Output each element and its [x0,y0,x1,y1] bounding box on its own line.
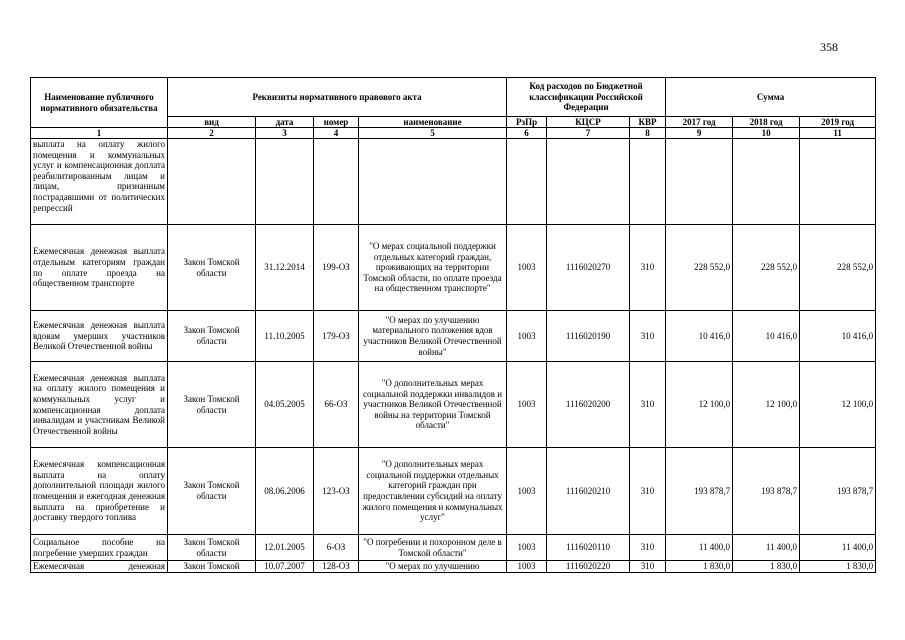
code-kvr: 310 [630,535,666,561]
sum-2018 [733,139,800,225]
sum-2019: 10 416,0 [800,311,876,362]
sum-2019: 11 400,0 [800,535,876,561]
obligation-name: Ежемесячная денежная [31,561,168,573]
header-kvr: КВР [630,117,666,128]
sum-2018: 193 878,7 [733,448,800,535]
header-2019: 2019 год [800,117,876,128]
obligation-name: Ежемесячная денежная выплата вдовам умерших участников Великой Отечественной войны [31,311,168,362]
code-kvr [630,139,666,225]
code-kvr: 310 [630,311,666,362]
sum-2018: 10 416,0 [733,311,800,362]
header-kcsr: КЦСР [547,117,630,128]
budget-obligations-table [30,77,876,573]
header-name: Наименование публичного нормативного обязательства [31,78,168,128]
code-rzpr: 1003 [507,362,547,448]
act-title: "О дополнительных мерах социальной поддержки инвалидов и участников Великой Отечественной войны на территории Томской области" [359,362,507,448]
sum-2018: 11 400,0 [733,535,800,561]
act-date: 08.06.2006 [256,448,314,535]
code-rzpr: 1003 [507,311,547,362]
code-kcsr: 1116020200 [547,362,630,448]
header-title: наименование [359,117,507,128]
sum-2019 [800,139,876,225]
sum-2017: 12 100,0 [666,362,733,448]
column-number: 6 [507,128,547,139]
act-title [359,139,507,225]
column-number: 9 [666,128,733,139]
sum-2019: 12 100,0 [800,362,876,448]
act-title: "О мерах социальной поддержки отдельных категорий граждан, проживающих на территории Томской области, по оплате проезда на общественном транспорте" [359,225,507,311]
column-number: 11 [800,128,876,139]
act-date: 11.10.2005 [256,311,314,362]
column-number: 10 [733,128,800,139]
act-type: Закон Томской области [168,535,256,561]
column-number: 3 [256,128,314,139]
act-number: 199-ОЗ [314,225,359,311]
header-codes: Код расходов по Бюджетной классификации Российской Федерации [507,78,666,117]
header-requisites: Реквизиты нормативного правового акта [168,78,507,117]
code-rzpr [507,139,547,225]
act-date: 12.01.2005 [256,535,314,561]
sum-2019: 228 552,0 [800,225,876,311]
code-kcsr: 1116020220 [547,561,630,573]
code-kcsr [547,139,630,225]
act-type: Закон Томской области [168,362,256,448]
act-date: 04.05.2005 [256,362,314,448]
code-kcsr: 1116020190 [547,311,630,362]
column-number: 1 [31,128,168,139]
sum-2017: 1 830,0 [666,561,733,573]
table-row [31,535,876,561]
obligation-name: выплата на оплату жилого помещения и коммунальных услуг и компенсационная доплата реабилитированным лицам и лицам, признанным пострадавшими от политических репрессий [31,139,168,225]
code-kcsr: 1116020270 [547,225,630,311]
sum-2017 [666,139,733,225]
act-title: "О дополнительных мерах социальной поддержки отдельных категорий граждан при предоставлении субсидий на оплату жилого помещения и коммунальных услуг" [359,448,507,535]
code-kvr: 310 [630,362,666,448]
act-number [314,139,359,225]
act-type: Закон Томской области [168,311,256,362]
column-number: 8 [630,128,666,139]
obligation-name: Социальное пособие на погребение умерших граждан [31,535,168,561]
code-rzpr: 1003 [507,561,547,573]
header-2018: 2018 год [733,117,800,128]
act-number: 123-ОЗ [314,448,359,535]
header-sum: Сумма [666,78,876,117]
act-number: 179-ОЗ [314,311,359,362]
code-rzpr: 1003 [507,535,547,561]
act-date: 10.07.2007 [256,561,314,573]
sum-2017: 11 400,0 [666,535,733,561]
table-row [31,311,876,362]
act-title: "О погребении и похоронном деле в Томской области" [359,535,507,561]
table-row [31,561,876,573]
act-type [168,139,256,225]
table-row [31,139,876,225]
code-kcsr: 1116020110 [547,535,630,561]
column-number: 5 [359,128,507,139]
act-date: 31.12.2014 [256,225,314,311]
obligation-name: Ежемесячная денежная выплата отдельным категориям граждан по оплате проезда на общественном транспорте [31,225,168,311]
sum-2017: 228 552,0 [666,225,733,311]
sum-2018: 12 100,0 [733,362,800,448]
sum-2017: 193 878,7 [666,448,733,535]
code-kcsr: 1116020210 [547,448,630,535]
obligation-name: Ежемесячная денежная выплата на оплату жилого помещения и коммунальных услуг и компенсационная доплата инвалидам и участникам Великой Отечественной войны [31,362,168,448]
act-title: "О мерах по улучшению [359,561,507,573]
header-2017: 2017 год [666,117,733,128]
header-vid: вид [168,117,256,128]
column-number: 7 [547,128,630,139]
code-kvr: 310 [630,448,666,535]
act-date [256,139,314,225]
sum-2017: 10 416,0 [666,311,733,362]
act-type: Закон Томской области [168,225,256,311]
header-date: дата [256,117,314,128]
table-row [31,362,876,448]
code-kvr: 310 [630,561,666,573]
sum-2019: 1 830,0 [800,561,876,573]
obligation-name: Ежемесячная компенсационная выплата на оплату дополнительной площади жилого помещения и ежегодная денежная выплата на приобретение и доставку твердого топлива [31,448,168,535]
page-number: 358 [820,40,838,54]
table-row [31,448,876,535]
code-kvr: 310 [630,225,666,311]
act-number: 66-ОЗ [314,362,359,448]
act-number: 128-ОЗ [314,561,359,573]
column-number: 4 [314,128,359,139]
sum-2019: 193 878,7 [800,448,876,535]
act-title: "О мерах по улучшению материального положения вдов участников Великой Отечественной войны" [359,311,507,362]
act-number: 6-ОЗ [314,535,359,561]
column-number: 2 [168,128,256,139]
header-rzpr: РзПр [507,117,547,128]
act-type: Закон Томской области [168,448,256,535]
code-rzpr: 1003 [507,225,547,311]
sum-2018: 1 830,0 [733,561,800,573]
header-number: номер [314,117,359,128]
sum-2018: 228 552,0 [733,225,800,311]
table-row [31,225,876,311]
code-rzpr: 1003 [507,448,547,535]
act-type: Закон Томской [168,561,256,573]
